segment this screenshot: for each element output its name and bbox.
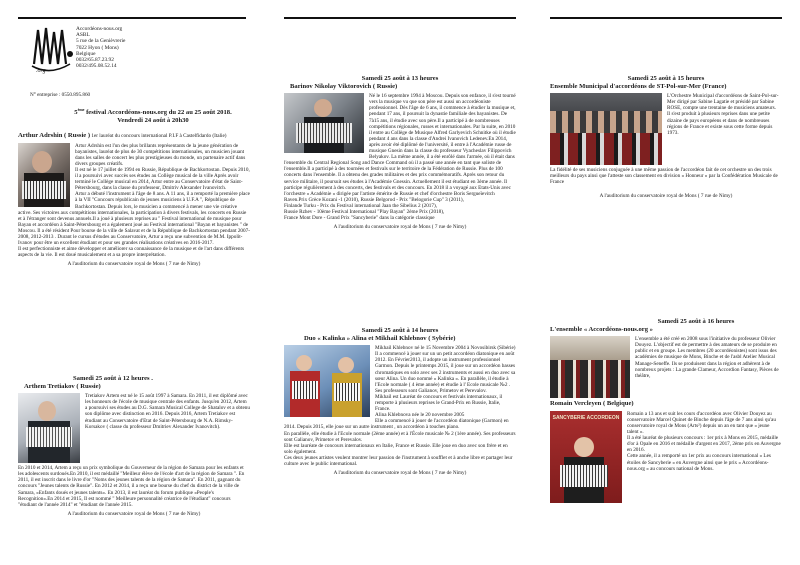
romain-text-3: Il a été lauréat de plusieurs concours : 1er prix à Mons en 2015, médaille d'or à Opale en 2016 et médaille d'argent en 2017, 2ème prix en Auvergne en 2016. <box>627 435 781 454</box>
romain-photo <box>550 411 622 503</box>
romain-day: Samedi 25 août à 16 heures <box>657 318 735 325</box>
kalinka-photo <box>284 345 370 417</box>
org-address <box>76 26 125 69</box>
artem-day: Samedi 25 août à 12 heures . <box>73 375 153 382</box>
stpol-text-1: L'Orchestre Municipal d'accordéons de Saint-Pol-sur-Mer dirigé par Sabine Lagatie et présidé par Sabine ROSE, compte une trentaine de musiciens amateurs. <box>667 93 779 112</box>
org-phone-2: 0032/495.08.52.14 <box>76 63 117 70</box>
arthur-heading <box>18 132 250 140</box>
romain-name: Romain Vercleyen ( Belgique) <box>550 400 634 408</box>
org-name: Accordéons-nous.org <box>76 26 123 32</box>
romain-name-ensemble: L'ensemble « Accordéons-nous.org » <box>550 325 653 333</box>
arthur-name: Arthur Adrshin ( Russie ) <box>18 132 91 139</box>
org-phone-1: 0032/65.87.23.92 <box>76 57 114 64</box>
romain-section <box>550 318 782 505</box>
romain-text-2: Romain a 13 ans et suit les cours d'accordéon avec Olivier Douyez au conservatoire Marcel Quinet de Binche depuis l'âge de 7 ans ainsi qu'au conservatoire royal de Mons (Arts²) depuis un an en tant que « jeune talent ». <box>627 410 776 436</box>
stpol-venue: A l'auditorium du conservatoire royal de Mons ( 7 rue de Nimy) <box>599 193 733 200</box>
arthur-text-3: Artur a débuté l'instrument à l'âge de 8 ans. A 11 ans, il a remporté la première place à la VII "Concours républicain de jeunes musiciens à U.F.A ", République de Bachkortostan. Depuis lors, le musicien a commencé à mener une vie créative active. Ses victoires aux compétitions internationales, la participation à divers festivals, les concerts en Russie et à l'étranger sont devenus annuels.Il a joué à plusieurs reprises au " Festival international de musique pour Bayan et accordéon à Saint-Pétersbourg et a également joué au Festival international "Bayan et bayanistes " de Moscou. Il a été résident Pour bourse de la ville de Salavat et de la République de Bachkortostan pendant 2007-2008, 2012-2013 . Durant le cursus d'études au Conservatoire, Artur a reçu une subvention de M.M. Ippolit-Ivanov pour être un excellent étudiant et pour ses grandes réalisations créatives en 2016-2017. <box>18 191 250 247</box>
kalinka-text-5: Elle a commencé à jouer de l'accordéon diatonique (Garmon) en 2014. Depuis 2015, elle joue sur un autre instrument , un accordéon à touches piano. <box>284 418 509 431</box>
barinov-text-3: Russie Rzhev - 10ème Festival International "Play Bayan" 2ème Prix (2018), <box>284 208 445 215</box>
top-rule-left <box>18 17 246 19</box>
kalinka-text-4: Alina Khlebnova née le 20 novembre 2005 <box>375 412 465 419</box>
barinov-day: Samedi 25 août à 13 heures <box>361 75 439 82</box>
artem-text-2: En 2010 et 2014, Artem a reçu un prix symbolique du Gouverneur de la région de Samara pour les enfants et les adolescents surdoués.En 2010, il est médaillé "Meilleur élève de l'école d'art de la région de Samara ". En 2011, il est inscrit dans le livre d'or "Noms des jeunes talents de la région de Samara". En 2011, gagnant du concours "Jeunes talents de Russie". En 2012 et 2014, il a reçu une bourse du chef du district de la ville de Samara, «Enfants doués et jeunes talents». En 2013, il est lauréat du forum publique «People's Recognition».En 2014 et 2015, Il est nommé " Meilleure personnalité créatrice de l'étudiant" concours "étudiant de l'année 2014" et "étudiant de l'année 2015. <box>18 465 245 508</box>
ensemble-photo <box>550 336 630 398</box>
kalinka-section <box>284 327 516 476</box>
stpol-day: Samedi 25 août à 15 heures <box>627 75 705 82</box>
barinov-text-1: Né le 16 septembre 1994 à Moscou. Depuis son enfance, il s'est tourné vers la musique vu que son père est aussi un accordéoniste professionnel. Dès l'âge de 6 ans, il commence à étudier la musique et, pendant 17 ans, il poursuit la dynastie familiale des bayanistes. De 7à15 ans, il étudie avec son père.Il a participé à de nombreuses compétitions régionales, russes et internationales. Par la suite, en 2010 il entre au Collège de Musique Alfred Garlyevich Schnitke où il étudie pendant 4 ans dans la classe d'Andrei Ivanovich Ledenev.En 2014, après avoir été diplômé de l'université, il entre à l'Académie russe de musique Gnesin dans la classe du professeur Vyacheslav Filippovich Belyakov. La même année, il a été enrôlé dans l'armée, où il était dans l'ensemble du Central Regional Song and Dance Command où il a passé une année en tant que soliste de l'ensemble.Il a participé à des tournées et festivals sur le territoire de la Fédération de Russie. Plus de 100 concerts dans l'ensemble. Il a obtenu des grades militaires et des prix commémoratifs. Après son retour du service militaire, il poursuit ses études à l'Académie Gnessin. Actuellement il est étudiant en 3ème année. Il participe régulièrement à des concerts, des festivals et des concours. En 2018 il a voyagé aux Etats-Unis avec l'orchestre « Académie » dirigée par l'artiste émérite de Russie et chef d'orchestre Boris Sergueïevitch Raven.Prix Grèce Kozani -1 (2010), Russie Belgorod - Prix "Belogorie Cup" 3 (2011), <box>284 93 516 203</box>
barinov-text-2: Finlande Turku - Prix du Festival international Jaan the Sibelius 2 (2017), <box>284 202 438 209</box>
kalinka-text-1: Mikhail Khlebnov né le 15 Novembre 2004 à Novosibirsk (Sibérie) <box>375 345 516 352</box>
org-street: 5 rue de la Genièvrerie <box>76 38 126 45</box>
kalinka-venue: A l'auditorium du conservatoire royal de Mons ( 7 rue de Nimy) <box>333 470 467 477</box>
top-rule-right <box>550 17 782 19</box>
kalinka-text-2: Il a commencé à jouer sur un un petit accordéon diatonique en août 2012. En Février2013, il adopte un instrument professionnel Garmon. Depuis le printemps 2015, il joue sur un accordéon basses chromatiques en solo avec ses 2 instruments et aussi en duo avec sa sœur Alina. Un duo nommé « Kalinka ». En parallèle, il étudie à l'Ecole normale ( 4 ème année) et étudie à l' Ecole musicale №2 . Ses professeurs sont Galianov, Primetov et Perevalov. <box>375 351 516 394</box>
top-rule-middle <box>284 17 516 19</box>
barinov-photo <box>284 93 364 153</box>
romain-text-4: Cette année, il a remporté un 1er prix au concours international « Les étoiles de Sancyberie » en Auvergne ainsi que le prix « Accordéons-nous.org » au concours national de Mons. <box>627 453 771 472</box>
festival-title: 5ème festival Accordéons-nous.org du 22 au 25 août 2018. Vendredi 24 août à 20h30 <box>58 106 248 125</box>
festival-day: Vendredi 24 août à 20h30 <box>117 117 189 125</box>
artem-photo <box>18 393 80 463</box>
arthur-text-1: Artur Adrshin est l'un des plus brillants représentants de la jeune génération de bayanistes, lauréat de plus de 30 compétitions internationales, un musicien jouant dans les salles de concert les plus prestigieuses du monde, un partenaire actif dans divers groupes créatifs. <box>75 142 246 167</box>
arthur-award: 1er lauréat du concours international P.I.F à Castelfidardo (Italie) <box>90 133 227 139</box>
kalinka-text-8: Ces deux jeunes artistes veulent montrer leur passion de l'instrument à soufflet et à anche libre et partager leur culture avec le public international. <box>284 454 513 467</box>
kalinka-text-3: Mikhail est Lauréat de concours et festivals internationaux, il remporte à plusieurs reprises le Grand-Prix en Russie, Italie, France. <box>375 393 503 413</box>
romain-banner: SANCYBERIE ACCORDEON <box>552 414 620 421</box>
barinov-name: Barinov Nikolay Viktorovich ( Russie) <box>290 82 398 90</box>
kalinka-day: Samedi 25 août à 14 heures <box>361 327 439 334</box>
kalinka-text-6: En parallèle, elle étudie à l'Ecole normale (2ème année) et à l'École musicale № 2 (1ère année). Ses professeurs sont Galianov, Primetov et Perevalov. <box>284 430 516 443</box>
kalinka-name: Duo « Kalinka » Alina et Mikhail Khlebnov ( Sybérie) <box>304 334 456 342</box>
stpol-section <box>550 75 782 200</box>
org-type: ASBL <box>76 32 90 39</box>
arthur-photo <box>18 143 70 207</box>
arthur-text-4: Il est perfectionniste et aime développer et améliorer sa connaissance de la musique et de l'art dans différents aspects de la vie. Il est doué musicalement et a sa propre interprétation. <box>18 246 244 259</box>
logo-text: .org <box>36 68 46 74</box>
artem-name: Arthem Tretiakov ( Russie) <box>24 382 101 390</box>
stpol-text-2: Il s'est produit à plusieurs reprises dans une petite dizaine de pays européens et dans de nombreuses régions de France et existe sous cette forme depuis 1973. <box>667 111 773 136</box>
org-country: Belgique <box>76 50 96 57</box>
org-city: 7022 Hyon ( Mons) <box>76 44 119 51</box>
barinov-section <box>284 75 516 230</box>
ensemble-text: L'ensemble a été créé en 2008 sous l'initiative du professeur Olivier Douyez. L'objectif est de permettre à des amateurs de se produire en public et en groupe. Les membres (20 accordéonistes) sont issus des académies de musique de Mons, Binche et de l'asbl Atelier Musical Manage-Seneffe. Ils se produisent dans la région et adhèrent à de nombreux projets : La grande Clameur, Accordion Fantasy, Pièces de théâtre, <box>635 336 779 379</box>
arthur-section <box>18 132 250 267</box>
barinov-text-4: France Mont Dore - Grand Prix "Sancyberie" dans la catégorie classique <box>284 215 435 222</box>
artem-section <box>18 375 250 517</box>
entreprise-number: N° entreprise : 0550.895.860 <box>30 92 91 98</box>
stpol-name: Ensemble Municipal d'accordéons de ST-Pol-sur-Mer (France) <box>550 82 727 90</box>
arthur-venue: A l'auditorium du conservatoire royal de Mons ( 7 rue de Nimy) <box>67 261 201 268</box>
kalinka-text-7: Elle est lauréate de concours internationaux en Italie, France et Russie. Elle joue en duo avec son frère et en solo également. <box>284 442 508 455</box>
stpol-photo <box>550 93 662 165</box>
artem-venue: A l'auditorium du conservatoire royal de Mons ( 7 rue de Nimy) <box>67 510 201 517</box>
artem-text-1: Tretiakov Artem est né le 15 août 1997 à Samara. En 2011, il est diplômé avec les honneurs de l'école de musique centrale des enfants. Jusqu'en 2012, Artem a poursuivi ses études au D.G. Samara Musical College de Shatalov et a obtenu son diplôme avec distinction en 2016. Depuis 2016, Artem Tretiakov est étudiant au Conservatoire d'Etat de Saint-Pétersbourg de N.A. Rimsky-Korsakov ( classe du professeur Dmitriev Alexander Ivanovitch). <box>85 393 250 430</box>
arthur-text-2: Il est né le 17 juillet de 1994 en Russie, République de Bachkortostan. Depuis 2010, il a poursuivi avec succès ses études au Collège musical de la ville Après avoir terminé le Collège musical en 2014, Artur entre au Conservatoire d'état de Saint-Pétersbourg, dans la classe du professeur, Dmitriv Alexander Ivanovitch. <box>75 166 250 192</box>
stpol-text-3: La fidélité de ses musiciens conjuguée à une même passion de l'accordéon fait de cet orchestre un des trois meilleurs du pays ainsi que l'atteste son classement en division « Honneur » par la Confédération Musicale de France <box>550 167 778 186</box>
logo <box>30 24 82 82</box>
barinov-venue: A l'auditorium du conservatoire royal de Mons ( 7 rue de Nimy) <box>333 224 467 231</box>
